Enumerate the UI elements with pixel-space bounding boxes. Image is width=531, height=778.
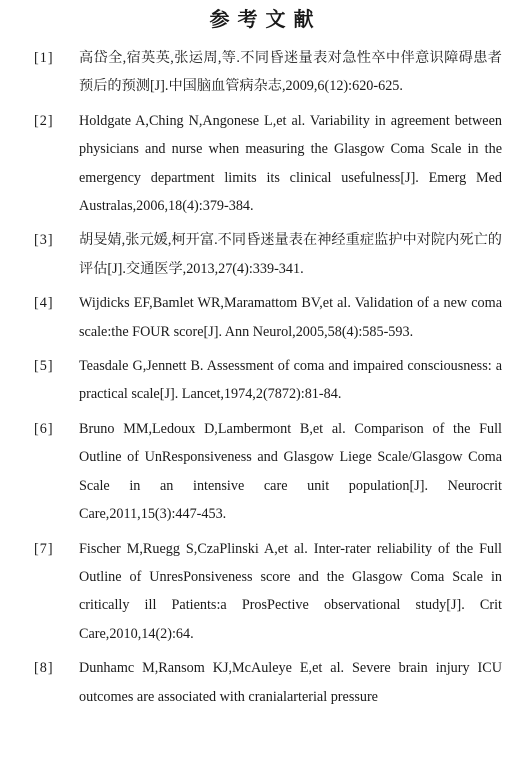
reference-text: 胡旻婧,张元媛,柯开富.不同昏迷量表在神经重症监护中对院内死亡的评估[J].交通医学,2013,27(4):339-341.	[79, 232, 502, 277]
reference-list	[34, 44, 502, 717]
reference-number: [2]	[34, 112, 54, 129]
reference-text: Bruno MM,Ledoux D,Lambermont B,et al. Comparison of the Full Outline of UnResponsiveness and Glasgow Liege Scale/Glasgow Coma Scale in an intensive care unit population[J]. Neurocrit Care,2011,15(3):447-453.	[79, 420, 502, 523]
reference-number: [6]	[34, 420, 54, 437]
reference-item-7	[34, 535, 502, 649]
reference-number: [1]	[34, 50, 54, 66]
reference-item-6	[34, 415, 502, 529]
reference-number: [5]	[34, 358, 54, 375]
reference-item-5	[34, 352, 502, 409]
reference-text: 高岱全,宿英英,张运周,等.不同昏迷量表对急性卒中伴意识障碍患者预后的预测[J].中国脑血管病杂志,2009,6(12):620-625.	[79, 50, 502, 95]
references-heading: 参考文献	[209, 7, 322, 31]
reference-item-3	[34, 226, 502, 283]
reference-text: Dunhamc M,Ransom KJ,McAuleye E,et al. Severe brain injury ICU outcomes are associated with cranialarterial pressure	[79, 660, 502, 705]
reference-item-8	[34, 654, 502, 711]
reference-text: Holdgate A,Ching N,Angonese L,et al. Variability in agreement between physicians and nurse when measuring the Glasgow Coma Scale in the emergency department limits its clinical usefulness[J]. Emerg Med Australas,2006,18(4):379-384.	[79, 112, 502, 215]
reference-number: [4]	[34, 295, 54, 312]
reference-item-1	[34, 44, 502, 101]
reference-text: Fischer M,Ruegg S,CzaPlinski A,et al. Inter-rater reliability of the Full Outline of UnresPonsiveness score and the Glasgow Coma Scale in critically ill Patients:a ProsPective observational study[J]. Crit Care,2010,14(2):64.	[79, 540, 502, 642]
reference-number: [8]	[34, 660, 54, 677]
reference-number: [7]	[34, 540, 54, 557]
reference-item-2	[34, 107, 502, 221]
reference-number: [3]	[34, 232, 54, 249]
reference-text: Teasdale G,Jennett B. Assessment of coma and impaired consciousness: a practical scale[J]. Lancet,1974,2(7872):81-84.	[79, 358, 502, 403]
reference-item-4	[34, 289, 502, 346]
reference-text: Wijdicks EF,Bamlet WR,Maramattom BV,et al. Validation of a new coma scale:the FOUR score[J]. Ann Neurol,2005,58(4):585-593.	[79, 295, 502, 340]
